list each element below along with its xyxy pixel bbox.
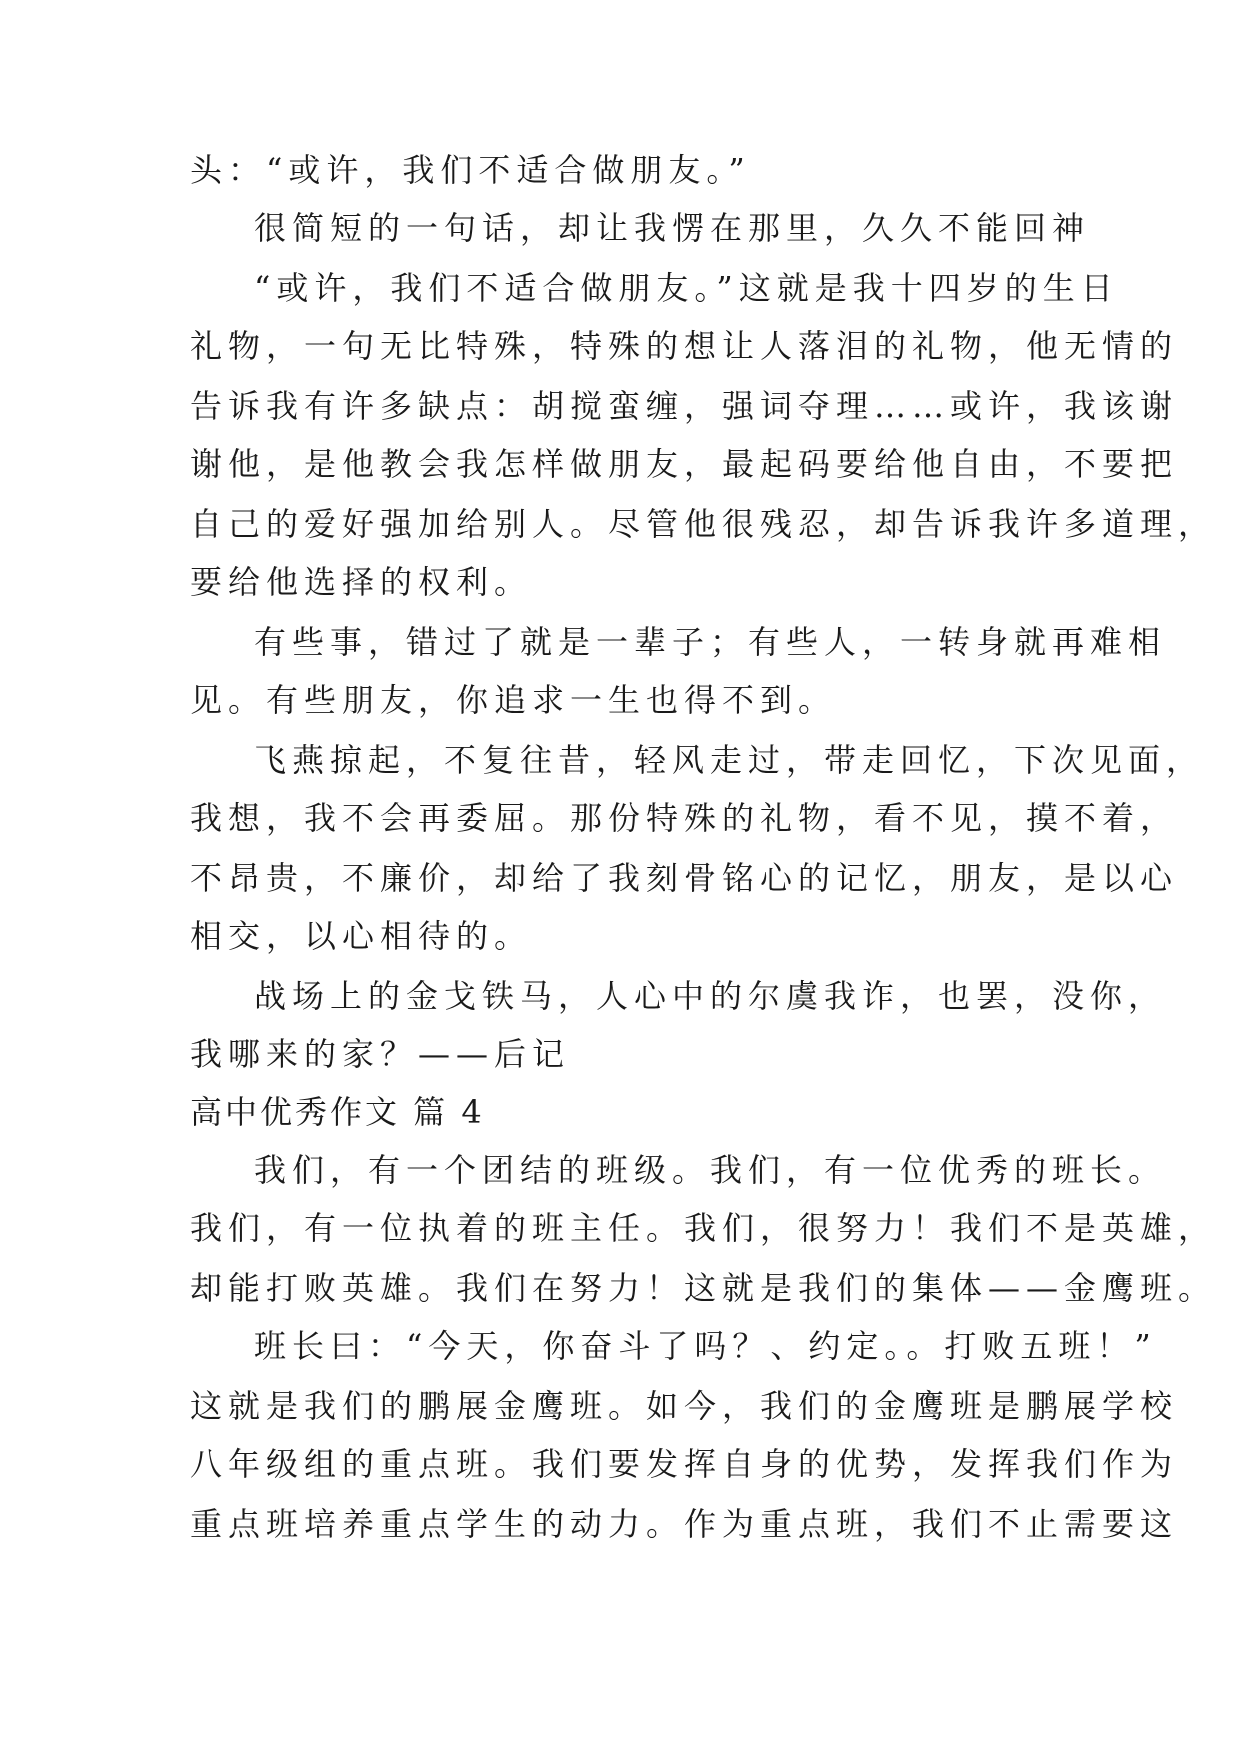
text-line: 飞燕掠起，不复往昔，轻风走过，带走回忆，下次见面， [254,741,1205,779]
text-line: 我们，有一个团结的班级。我们，有一位优秀的班长。 [254,1151,1167,1189]
text-line: 要给他选择的权利。 [190,563,533,601]
text-line: 相交，以心相待的。 [190,917,533,955]
text-line: “或许，我们不适合做朋友。”这就是我十四岁的生日 [254,269,1119,307]
text-line: 班长曰：“今天，你奋斗了吗？、约定。。打败五班！” [254,1327,1157,1365]
text-line: 头：“或许，我们不适合做朋友。” [190,151,751,189]
section-heading: 高中优秀作文 篇 4 [190,1093,485,1131]
text-line: 战场上的金戈铁马，人心中的尔虞我诈，也罢，没你， [254,977,1167,1015]
text-line: 重点班培养重点学生的动力。作为重点班，我们不止需要这 [190,1505,1179,1543]
text-line: 有些事，错过了就是一辈子；有些人，一转身就再难相 [254,623,1167,661]
text-line: 告诉我有许多缺点：胡搅蛮缠，强词夺理……或许，我该谢 [190,387,1179,425]
text-line: 我们，有一位执着的班主任。我们，很努力！我们不是英雄， [190,1209,1217,1247]
text-line: 很简短的一句话，却让我愣在那里，久久不能回神 [254,209,1091,247]
text-line: 自己的爱好强加给别人。尽管他很残忍，却告诉我许多道理， [190,505,1217,543]
text-line: 这就是我们的鹏展金鹰班。如今，我们的金鹰班是鹏展学校 [190,1387,1179,1425]
text-line: 不昂贵，不廉价，却给了我刻骨铭心的记忆，朋友，是以心 [190,859,1179,897]
text-line: 谢他，是他教会我怎样做朋友，最起码要给他自由，不要把 [190,445,1179,483]
text-line: 却能打败英雄。我们在努力！这就是我们的集体——金鹰班。 [190,1269,1217,1307]
text-line: 见。有些朋友，你追求一生也得不到。 [190,681,837,719]
text-line: 我想，我不会再委屈。那份特殊的礼物，看不见，摸不着， [190,799,1179,837]
text-line: 礼物，一句无比特殊，特殊的想让人落泪的礼物，他无情的 [190,327,1179,365]
text-line: 我哪来的家？——后记 [190,1035,571,1073]
text-line: 八年级组的重点班。我们要发挥自身的优势，发挥我们作为 [190,1445,1179,1483]
